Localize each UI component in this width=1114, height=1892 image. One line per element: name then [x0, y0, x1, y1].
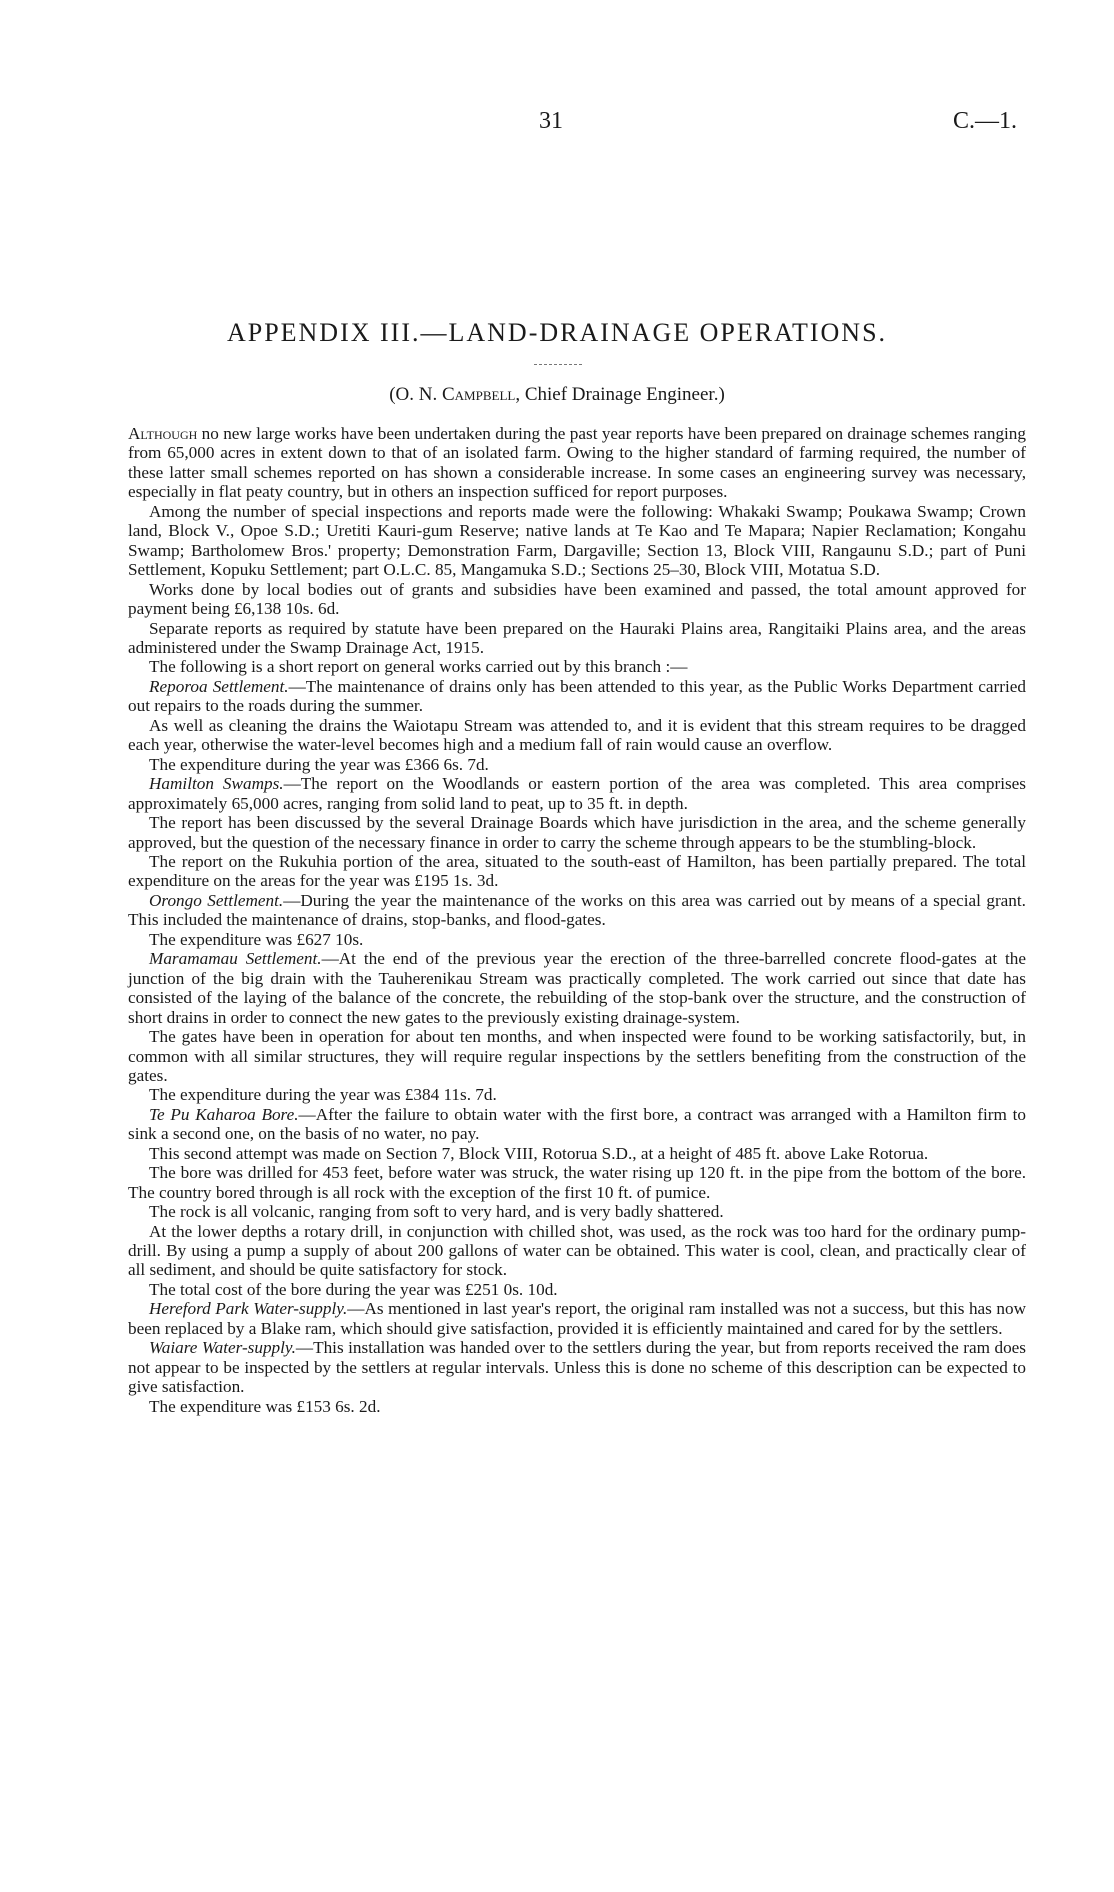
paragraph-text: The bore was drilled for 453 feet, before water was struck, the water rising up 120 ft. in the pipe from the bottom of the bore. The country bored through is all rock with the exception of the first 10 ft. of pumice. — [128, 1163, 1026, 1202]
paragraph-text: At the lower depths a rotary drill, in conjunction with chilled shot, was used, as the rock was too hard for the ordinary pump-drill. By using a pump a supply of about 200 gallons of water can be obtained. This water is cool, clean, and practically clear of all sediment, and should be quite satisfactory for stock. — [128, 1221, 1026, 1280]
paragraph-text: Among the number of special inspections and reports made were the following: Whakaki Swamp; Poukawa Swamp; Crown land, Block V., Opoe S.D.; Uretiti Kauri-gum Reserve; native lands at Te Kao and Te Mapara; Napier Reclamation; Kongahu Swamp; Bartholomew Bros.' property; Demonstration Farm, Dargaville; Section 13, Block VIII, Rangaunu S.D.; part of Puni Settlement, Kopuku Settlement; part O.L.C. 85, Mangamuka S.D.; Sections 25–30, Block VIII, Motatua S.D. — [128, 501, 1026, 580]
section-heading: Te Pu Kaharoa Bore. — [149, 1104, 299, 1124]
paragraph — [128, 619, 1026, 658]
paragraph-text: —As mentioned in last year's report, the original ram installed was not a success, but this has now been replaced by a Blake ram, which should give satisfaction, provided it is efficiently maintained and cared for by the settlers. — [128, 1299, 1027, 1338]
author-name: Campbell — [441, 384, 516, 405]
paragraph — [128, 852, 1026, 891]
paragraph-text: The gates have been in operation for about ten months, and when inspected were found to be working satisfactorily, but, in common with all similar structures, they will require regular inspections by the settlers benefiting from the construction of the gates. — [128, 1027, 1026, 1085]
paragraph-text: no new large works have been undertaken during the past year reports have been prepared on drainage schemes ranging from 65,000 acres in extent down to that of an isolated farm. Owing to the higher standard of farming required, the number of these latter small schemes reported on has shown a considerable increase. In some cases an engineering survey was necessary, especially in flat peaty country, but in others an inspection sufficed for report purposes. — [128, 424, 1026, 502]
paragraph-text: This second attempt was made on Section 7, Block VIII, Rotorua S.D., at a height of 485 ft. above Lake Rotorua. — [149, 1143, 929, 1163]
paragraph — [128, 774, 1026, 813]
paragraph — [128, 1338, 1026, 1396]
byline-open: (O. N. — [389, 384, 442, 405]
paragraph-text: The expenditure during the year was £384 11s. 7d. — [149, 1085, 497, 1105]
page-header — [0, 108, 1114, 138]
paragraph-text: —The maintenance of drains only has been attended to this year, as the Public Works Department carried out repairs to the roads during the summer. — [128, 676, 1027, 716]
paragraph — [128, 580, 1026, 619]
page-number: 31 — [539, 108, 563, 134]
section-heading: Hereford Park Water-supply. — [149, 1299, 348, 1319]
paragraph — [128, 424, 1026, 502]
lead-word: Although — [128, 424, 198, 443]
paragraph-text: Works done by local bodies out of grants and subsidies have been examined and passed, the total amount approved for payment being £6,138 10s. 6d. — [128, 579, 1026, 619]
paragraph — [128, 891, 1026, 930]
paragraph — [128, 502, 1026, 580]
paragraph — [128, 657, 1026, 676]
paragraph — [128, 677, 1026, 716]
paragraph — [128, 1280, 1026, 1299]
paragraph-text: As well as cleaning the drains the Waiotapu Stream was attended to, and it is evident that this stream requires to be dragged each year, otherwise the water-level becomes high and a medium fall of rain would cause an overflow. — [128, 715, 1026, 755]
paragraph-text: The expenditure was £627 10s. — [149, 929, 364, 949]
paragraph — [128, 1397, 1026, 1416]
document-code: C.—1. — [952, 108, 1017, 134]
author-byline — [0, 384, 1114, 406]
paragraph — [128, 716, 1026, 755]
paragraph — [128, 949, 1026, 1027]
paragraph-text: The following is a short report on general works carried out by this branch :— — [149, 657, 688, 677]
paragraph — [128, 1222, 1026, 1280]
section-heading: Waiare Water-supply. — [149, 1338, 296, 1358]
title-divider — [534, 364, 582, 365]
paragraph — [128, 755, 1026, 774]
paragraph — [128, 1027, 1026, 1085]
paragraph-text: —At the end of the previous year the erection of the three-barrelled concrete flood-gates at the junction of the big drain with the Tauherenikau Stream was practically completed. The work carried out since that date has consisted of the laying of the balance of the concrete, the rebuilding of the stop-bank over the structure, and the construction of short drains in order to connect the new gates to the previously existing drainage-system. — [128, 949, 1026, 1027]
section-heading: Orongo Settlement. — [149, 890, 284, 910]
paragraph-text: The total cost of the bore during the year was £251 0s. 10d. — [149, 1279, 558, 1299]
paragraph — [128, 1163, 1026, 1202]
paragraph — [128, 1202, 1026, 1221]
paragraph-text: The report has been discussed by the several Drainage Boards which have jurisdiction in the area, and the scheme generally approved, but the question of the necessary finance in order to carry the scheme through appears to be the stumbling-block. — [128, 813, 1026, 852]
author-role: , Chief Drainage Engineer.) — [515, 384, 725, 405]
paragraph — [128, 1105, 1026, 1144]
paragraph-text: —During the year the maintenance of the works on this area was carried out by means of a special grant. This included the maintenance of drains, stop-banks, and flood-gates. — [128, 890, 1026, 930]
section-heading: Maramamau Settlement. — [149, 949, 322, 969]
report-body — [128, 424, 1026, 1416]
paragraph-text: —After the failure to obtain water with the first bore, a contract was arranged with a Hamilton firm to sink a second one, on the basis of no water, no pay. — [128, 1104, 1026, 1144]
section-heading: Reporoa Settlement. — [149, 676, 289, 696]
paragraph — [128, 1144, 1026, 1163]
paragraph — [128, 1085, 1026, 1104]
paragraph-text: Separate reports as required by statute have been prepared on the Hauraki Plains area, Rangitaiki Plains area, and the areas administered under the Swamp Drainage Act, 1915. — [128, 618, 1026, 657]
paragraph-text: The rock is all volcanic, ranging from soft to very hard, and is very badly shattered. — [149, 1202, 724, 1222]
paragraph — [128, 1299, 1026, 1338]
paragraph — [128, 813, 1026, 852]
paragraph-text: —This installation was handed over to the settlers during the year, but from reports received the ram does not appear to be inspected by the settlers at regular intervals. Unless this is done no scheme of this description can be expected to give satisfaction. — [128, 1338, 1027, 1397]
appendix-title: APPENDIX III.—LAND-DRAINAGE OPERATIONS. — [226, 318, 888, 347]
paragraph-text: The expenditure during the year was £366 6s. 7d. — [149, 754, 489, 774]
paragraph-text: —The report on the Woodlands or eastern portion of the area was completed. This area comprises approximately 65,000 acres, ranging from solid land to peat, up to 35 ft. in depth. — [128, 774, 1026, 813]
section-heading: Hamilton Swamps. — [149, 774, 284, 794]
paragraph — [128, 930, 1026, 949]
paragraph-text: The expenditure was £153 6s. 2d. — [149, 1396, 381, 1416]
paragraph-text: The report on the Rukuhia portion of the area, situated to the south-east of Hamilton, has been partially prepared. The total expenditure on the areas for the year was £195 1s. 3d. — [128, 851, 1026, 891]
